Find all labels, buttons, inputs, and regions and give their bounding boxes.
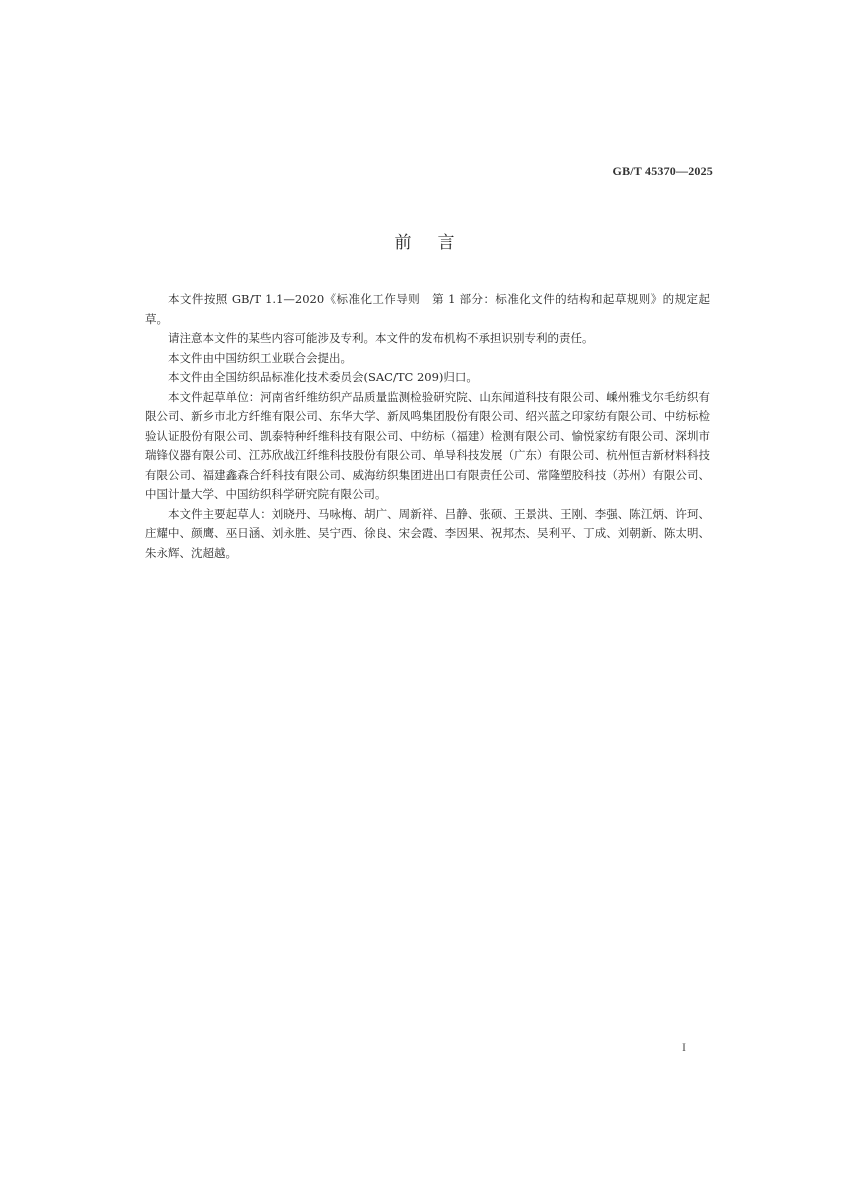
- page-title: 前言: [394, 233, 481, 253]
- paragraph-committee: 本文件由全国纺织品标准化技术委员会(SAC/TC 209)归口。: [168, 370, 478, 384]
- paragraph-drafters: 本文件主要起草人：刘晓丹、马咏梅、胡广、周新祥、吕静、张硕、王景洪、王刚、李强、陈江炳、许珂、庄耀中、颜鹰、巫日涵、刘永胜、吴宁西、徐良、宋会霞、李因果、祝邦杰、吴利平、丁成、刘朝新、陈太明、朱永辉、沈超越。: [145, 506, 710, 560]
- paragraph-proposer: 本文件由中国纺织工业联合会提出。: [168, 350, 352, 365]
- page-number: I: [682, 1040, 686, 1054]
- standard-number: GB/T 45370—2025: [612, 164, 713, 178]
- paragraph-patent-notice: 请注意本文件的某些内容可能涉及专利。本文件的发布机构不承担识别专利的责任。: [168, 331, 594, 345]
- paragraph-drafting-rules: 本文件按照 GB/T 1.1—2020《标准化工作导则 第 1 部分：标准化文件的结构和起草规则》的规定起草。: [145, 292, 710, 326]
- paragraph-drafting-units: 本文件起草单位：河南省纤维纺织产品质量监测检验研究院、山东闻道科技有限公司、嵊州雅戈尔毛纺织有限公司、新乡市北方纤维有限公司、东华大学、新凤鸣集团股份有限公司、绍兴蓝之印家纺有限公司、中纺标检验认证股份有限公司、凯泰特种纤维科技有限公司、中纺标（福建）检测有限公司、愉悦家纺有限公司、深圳市瑞锋仪器有限公司、江苏欣战江纤维科技股份有限公司、单导科技发展（广东）有限公司、杭州恒吉新材料科技有限公司、福建鑫森合纤科技有限公司、威海纺织集团进出口有限责任公司、常隆塑胶科技（苏州）有限公司、中国计量大学、中国纺织科学研究院有限公司。: [145, 389, 710, 501]
- foreword-body: [145, 290, 710, 563]
